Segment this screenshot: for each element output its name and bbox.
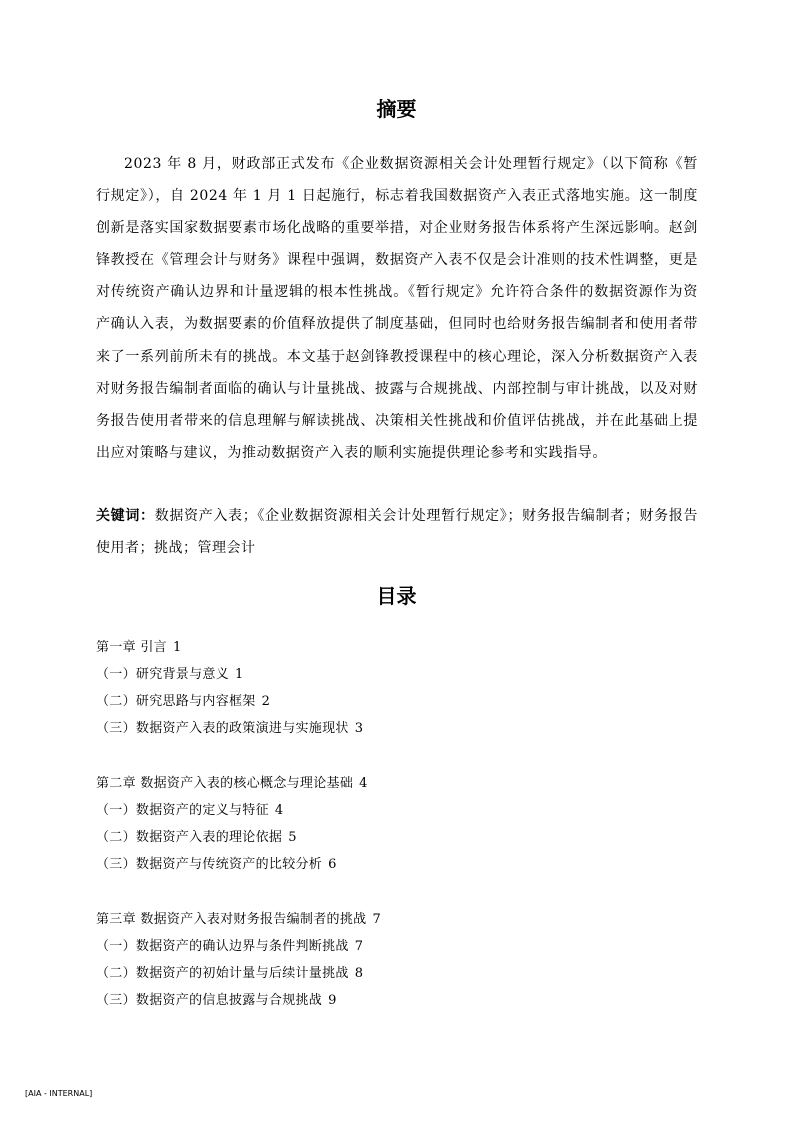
toc-section-entry[interactable] [96, 960, 696, 987]
toc-section-entry[interactable] [96, 661, 696, 688]
abstract-body: 2023 年 8 月，财政部正式发布《企业数据资源相关会计处理暂行规定》（以下简称《暂行规定》），自 2024 年 1 月 1 日起施行，标志着我国数据资产入表正式落地实施。这一制度创新是落实国家数据要素市场化战略的重要举措，对企业财务报告体系将产生深远影响。赵剑锋教授在《管理会计与财务》课程中强调，数据资产入表不仅是会计准则的技术性调整，更是对传统资产确认边界和计量逻辑的根本性挑战。《暂行规定》允许符合条件的数据资源作为资产确认入表，为数据要素的价值释放提供了制度基础，但同时也给财务报告编制者和使用者带来了一系列前所未有的挑战。本文基于赵剑锋教授课程中的核心理论，深入分析数据资产入表对财务报告编制者面临的确认与计量挑战、披露与合规挑战、内部控制与审计挑战，以及对财务报告使用者带来的信息理解与解读挑战、决策相关性挑战和价值评估挑战，并在此基础上提出应对策略与建议，为推动数据资产入表的顺利实施提供理论参考和实践指导。 [96, 156, 698, 461]
toc-title: 目录 [376, 584, 417, 608]
toc-chapter-entry[interactable] [96, 906, 696, 933]
toc-section-entry[interactable] [96, 688, 696, 715]
toc-section-entry[interactable] [96, 715, 696, 742]
toc-entry-title: （三）数据资产的信息披露与合规挑战 [96, 993, 323, 1008]
keywords [96, 500, 698, 564]
toc-entry-title: 第二章 数据资产入表的核心概念与理论基础 [96, 776, 354, 791]
toc-entry-title: 第一章 引言 [96, 640, 167, 655]
toc-page-number: 1 [172, 640, 182, 655]
abstract-title: 摘要 [376, 97, 417, 121]
toc-entry-title: （三）数据资产与传统资产的比较分析 [96, 857, 323, 872]
toc-section-entry[interactable] [96, 797, 696, 824]
toc-section-entry[interactable] [96, 851, 696, 878]
keywords-label: 关键词： [96, 508, 155, 524]
classification-tag: [AIA - INTERNAL] [25, 1089, 93, 1098]
toc-entry-title: （一）研究背景与意义 [96, 667, 230, 682]
toc-entry-title: （二）研究思路与内容框架 [96, 694, 256, 709]
toc-entry-title: （三）数据资产入表的政策演进与实施现状 [96, 721, 349, 736]
toc-entry-title: （二）数据资产入表的理论依据 [96, 830, 283, 845]
toc-chapter-entry[interactable] [96, 770, 696, 797]
keywords-text: 数据资产入表；《企业数据资源相关会计处理暂行规定》；财务报告编制者；财务报告使用者；挑战；管理会计 [96, 508, 699, 556]
toc-page-number: 6 [328, 857, 337, 872]
toc-page-number: 4 [359, 776, 368, 791]
toc-page-number: 8 [354, 966, 364, 981]
toc-page-number: 4 [274, 803, 284, 818]
toc-section-entry[interactable] [96, 824, 696, 851]
toc-chapter [96, 770, 696, 878]
toc-entry-title: （一）数据资产的确认边界与条件判断挑战 [96, 939, 349, 954]
toc-page-number: 5 [288, 830, 297, 845]
toc-chapter [96, 906, 696, 1014]
toc-page-number: 7 [354, 939, 364, 954]
toc-page-number: 7 [372, 912, 382, 927]
toc-page-number: 9 [328, 993, 337, 1008]
toc-entry-title: 第三章 数据资产入表对财务报告编制者的挑战 [96, 912, 367, 927]
toc-entry-title: （一）数据资产的定义与特征 [96, 803, 269, 818]
toc-page-number: 1 [235, 667, 244, 682]
toc-section-entry[interactable] [96, 933, 696, 960]
toc-chapter-entry[interactable] [96, 634, 696, 661]
toc-entry-title: （二）数据资产的初始计量与后续计量挑战 [96, 966, 349, 981]
toc-chapter [96, 634, 696, 742]
toc-page-number: 2 [261, 694, 271, 709]
table-of-contents [96, 634, 696, 1042]
toc-page-number: 3 [354, 721, 364, 736]
toc-section-entry[interactable] [96, 987, 696, 1014]
